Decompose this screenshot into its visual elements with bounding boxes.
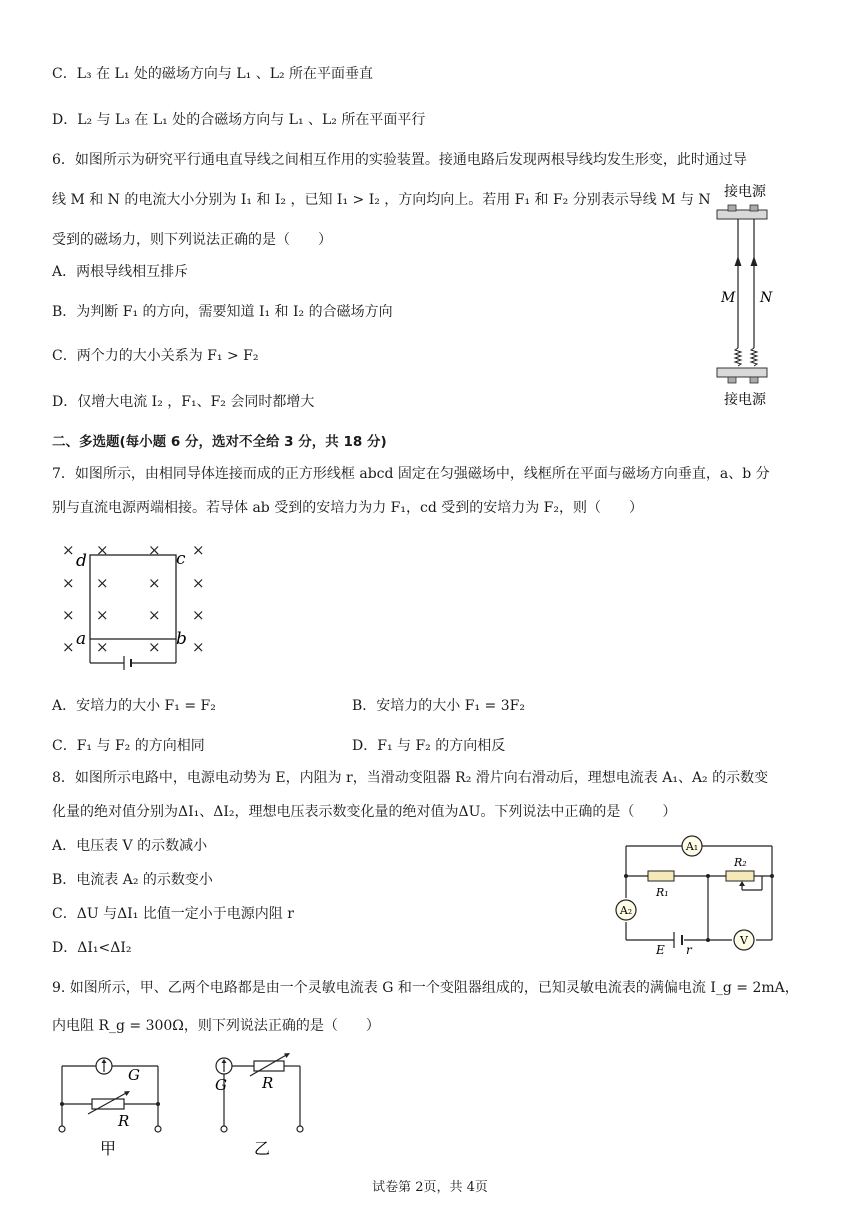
q6-option-d: D．仅增大电流 I₂ ，F₁、F₂ 会同时都增大 — [52, 394, 315, 410]
internal-resistance-label: r — [686, 943, 692, 956]
svg-text:×: × — [62, 574, 75, 592]
voltmeter-v-label: V — [740, 934, 748, 947]
svg-text:×: × — [148, 638, 161, 656]
ammeter-a1-label: A₁ — [685, 840, 699, 853]
svg-text:×: × — [148, 574, 161, 592]
svg-text:×: × — [96, 638, 109, 656]
spring-m — [735, 348, 741, 366]
rheostat-jia — [92, 1099, 124, 1109]
rheostat-jia-label: R — [118, 1112, 130, 1130]
vertex-d-label: d — [76, 551, 87, 571]
svg-text:×: × — [192, 574, 205, 592]
svg-text:×: × — [192, 638, 205, 656]
vertex-c-label: c — [176, 549, 186, 569]
q9-stem-line1: 9. 如图所示，甲、乙两个电路都是由一个灵敏电流表 G 和一个变阻器组成的，已知灵敏电流表的满偏电流 I_g = 2mA， — [52, 980, 799, 996]
svg-text:×: × — [62, 606, 75, 624]
svg-text:×: × — [148, 541, 161, 559]
q7-option-a: A．安培力的大小 F₁ = F₂ — [52, 698, 216, 714]
parallel-wires-figure — [700, 178, 790, 410]
q6-option-a: A．两根导线相互排斥 — [52, 264, 189, 280]
q6-stem-line1: 6．如图所示为研究平行通电直导线之间相互作用的实验装置。接通电路后发现两根导线均发生形变，此时通过导 — [52, 152, 747, 168]
power-label-top: 接电源 — [724, 184, 766, 200]
svg-text:×: × — [96, 606, 109, 624]
svg-text:×: × — [62, 541, 75, 559]
q8-option-b: B．电流表 A₂ 的示数变小 — [52, 872, 213, 888]
svg-text:×: × — [96, 541, 109, 559]
rheostat-r2 — [726, 871, 754, 881]
rheostat-slider-arrow — [739, 881, 745, 886]
q6-stem-line3: 受到的磁场力，则下列说法正确的是（ ） — [52, 232, 332, 248]
q7-option-b: B．安培力的大小 F₁ = 3F₂ — [352, 698, 525, 714]
emf-label: E — [656, 943, 665, 956]
rheostat-yi — [254, 1061, 284, 1071]
square-frame-figure — [56, 538, 216, 670]
q5-option-d: D．L₂ 与 L₃ 在 L₁ 处的合磁场方向与 L₁ 、L₂ 所在平面平行 — [52, 112, 426, 128]
q8-stem-line1: 8．如图所示电路中，电源电动势为 E，内阻为 r，当滑动变阻器 R₂ 滑片向右滑动后，理想电流表 A₁、A₂ 的示数变 — [52, 770, 769, 786]
q6-stem-line2: 线 M 和 N 的电流大小分别为 I₁ 和 I₂ ，已知 I₁ > I₂ ，方向均向上。若用 F₁ 和 F₂ 分别表示导线 M 与 N — [52, 192, 711, 208]
page-footer: 试卷第 2页，共 4页 — [372, 1180, 488, 1195]
q6-option-b: B．为判断 F₁ 的方向，需要知道 I₁ 和 I₂ 的合磁场方向 — [52, 304, 393, 320]
q9-circuits-figure — [48, 1048, 328, 1158]
q8-option-c: C．ΔU 与ΔI₁ 比值一定小于电源内阻 r — [52, 906, 294, 922]
svg-text:×: × — [96, 574, 109, 592]
vertex-a-label: a — [76, 629, 87, 649]
rheostat-yi-label: R — [262, 1074, 274, 1092]
q7-stem-line1: 7．如图所示，由相同导体连接而成的正方形线框 abcd 固定在匀强磁场中，线框所在平面与磁场方向垂直，a、b 分 — [52, 466, 770, 482]
svg-text:×: × — [192, 541, 205, 559]
q8-stem-line2: 化量的绝对值分别为ΔI₁、ΔI₂，理想电压表示数变化量的绝对值为ΔU。下列说法中正确的是（ ） — [52, 804, 677, 820]
spring-n — [751, 348, 757, 366]
q6-option-c: C．两个力的大小关系为 F₁ > F₂ — [52, 348, 259, 364]
svg-text:×: × — [192, 606, 205, 624]
square-frame — [90, 555, 176, 639]
galvanometer-jia-label: G — [128, 1066, 140, 1084]
vertex-b-label: b — [176, 629, 187, 649]
q8-option-d: D．ΔI₁<ΔI₂ — [52, 940, 132, 956]
resistor-r1-label: R₁ — [656, 886, 669, 899]
q5-option-c: C．L₃ 在 L₁ 处的磁场方向与 L₁ 、L₂ 所在平面垂直 — [52, 66, 374, 82]
power-label-bottom: 接电源 — [724, 392, 766, 408]
rheostat-r2-label: R₂ — [734, 856, 747, 869]
circuit-yi-label: 乙 — [253, 1139, 271, 1158]
galvanometer-yi-label: G — [215, 1076, 227, 1094]
q9-stem-line2: 内电阻 R_g = 300Ω，则下列说法正确的是（ ） — [52, 1018, 380, 1034]
q7-stem-line2: 别与直流电源两端相接。若导体 ab 受到的安培力为力 F₁，cd 受到的安培力为 F₂，则（ ） — [52, 500, 644, 516]
circuit-jia-label: 甲 — [99, 1139, 117, 1158]
q7-option-d: D．F₁ 与 F₂ 的方向相反 — [352, 738, 506, 754]
q8-circuit-figure — [612, 832, 792, 956]
wire-n-label: N — [760, 290, 773, 306]
ammeter-a2-label: A₂ — [619, 904, 633, 917]
wire-m-label: M — [721, 290, 736, 306]
resistor-r1 — [648, 871, 674, 881]
section-header-multiple-choice: 二、多选题(每小题 6 分，选对不全给 3 分，共 18 分) — [52, 434, 387, 450]
svg-text:×: × — [148, 606, 161, 624]
q7-option-c: C．F₁ 与 F₂ 的方向相同 — [52, 738, 205, 754]
svg-text:×: × — [62, 638, 75, 656]
q8-option-a: A．电压表 V 的示数减小 — [52, 838, 208, 854]
